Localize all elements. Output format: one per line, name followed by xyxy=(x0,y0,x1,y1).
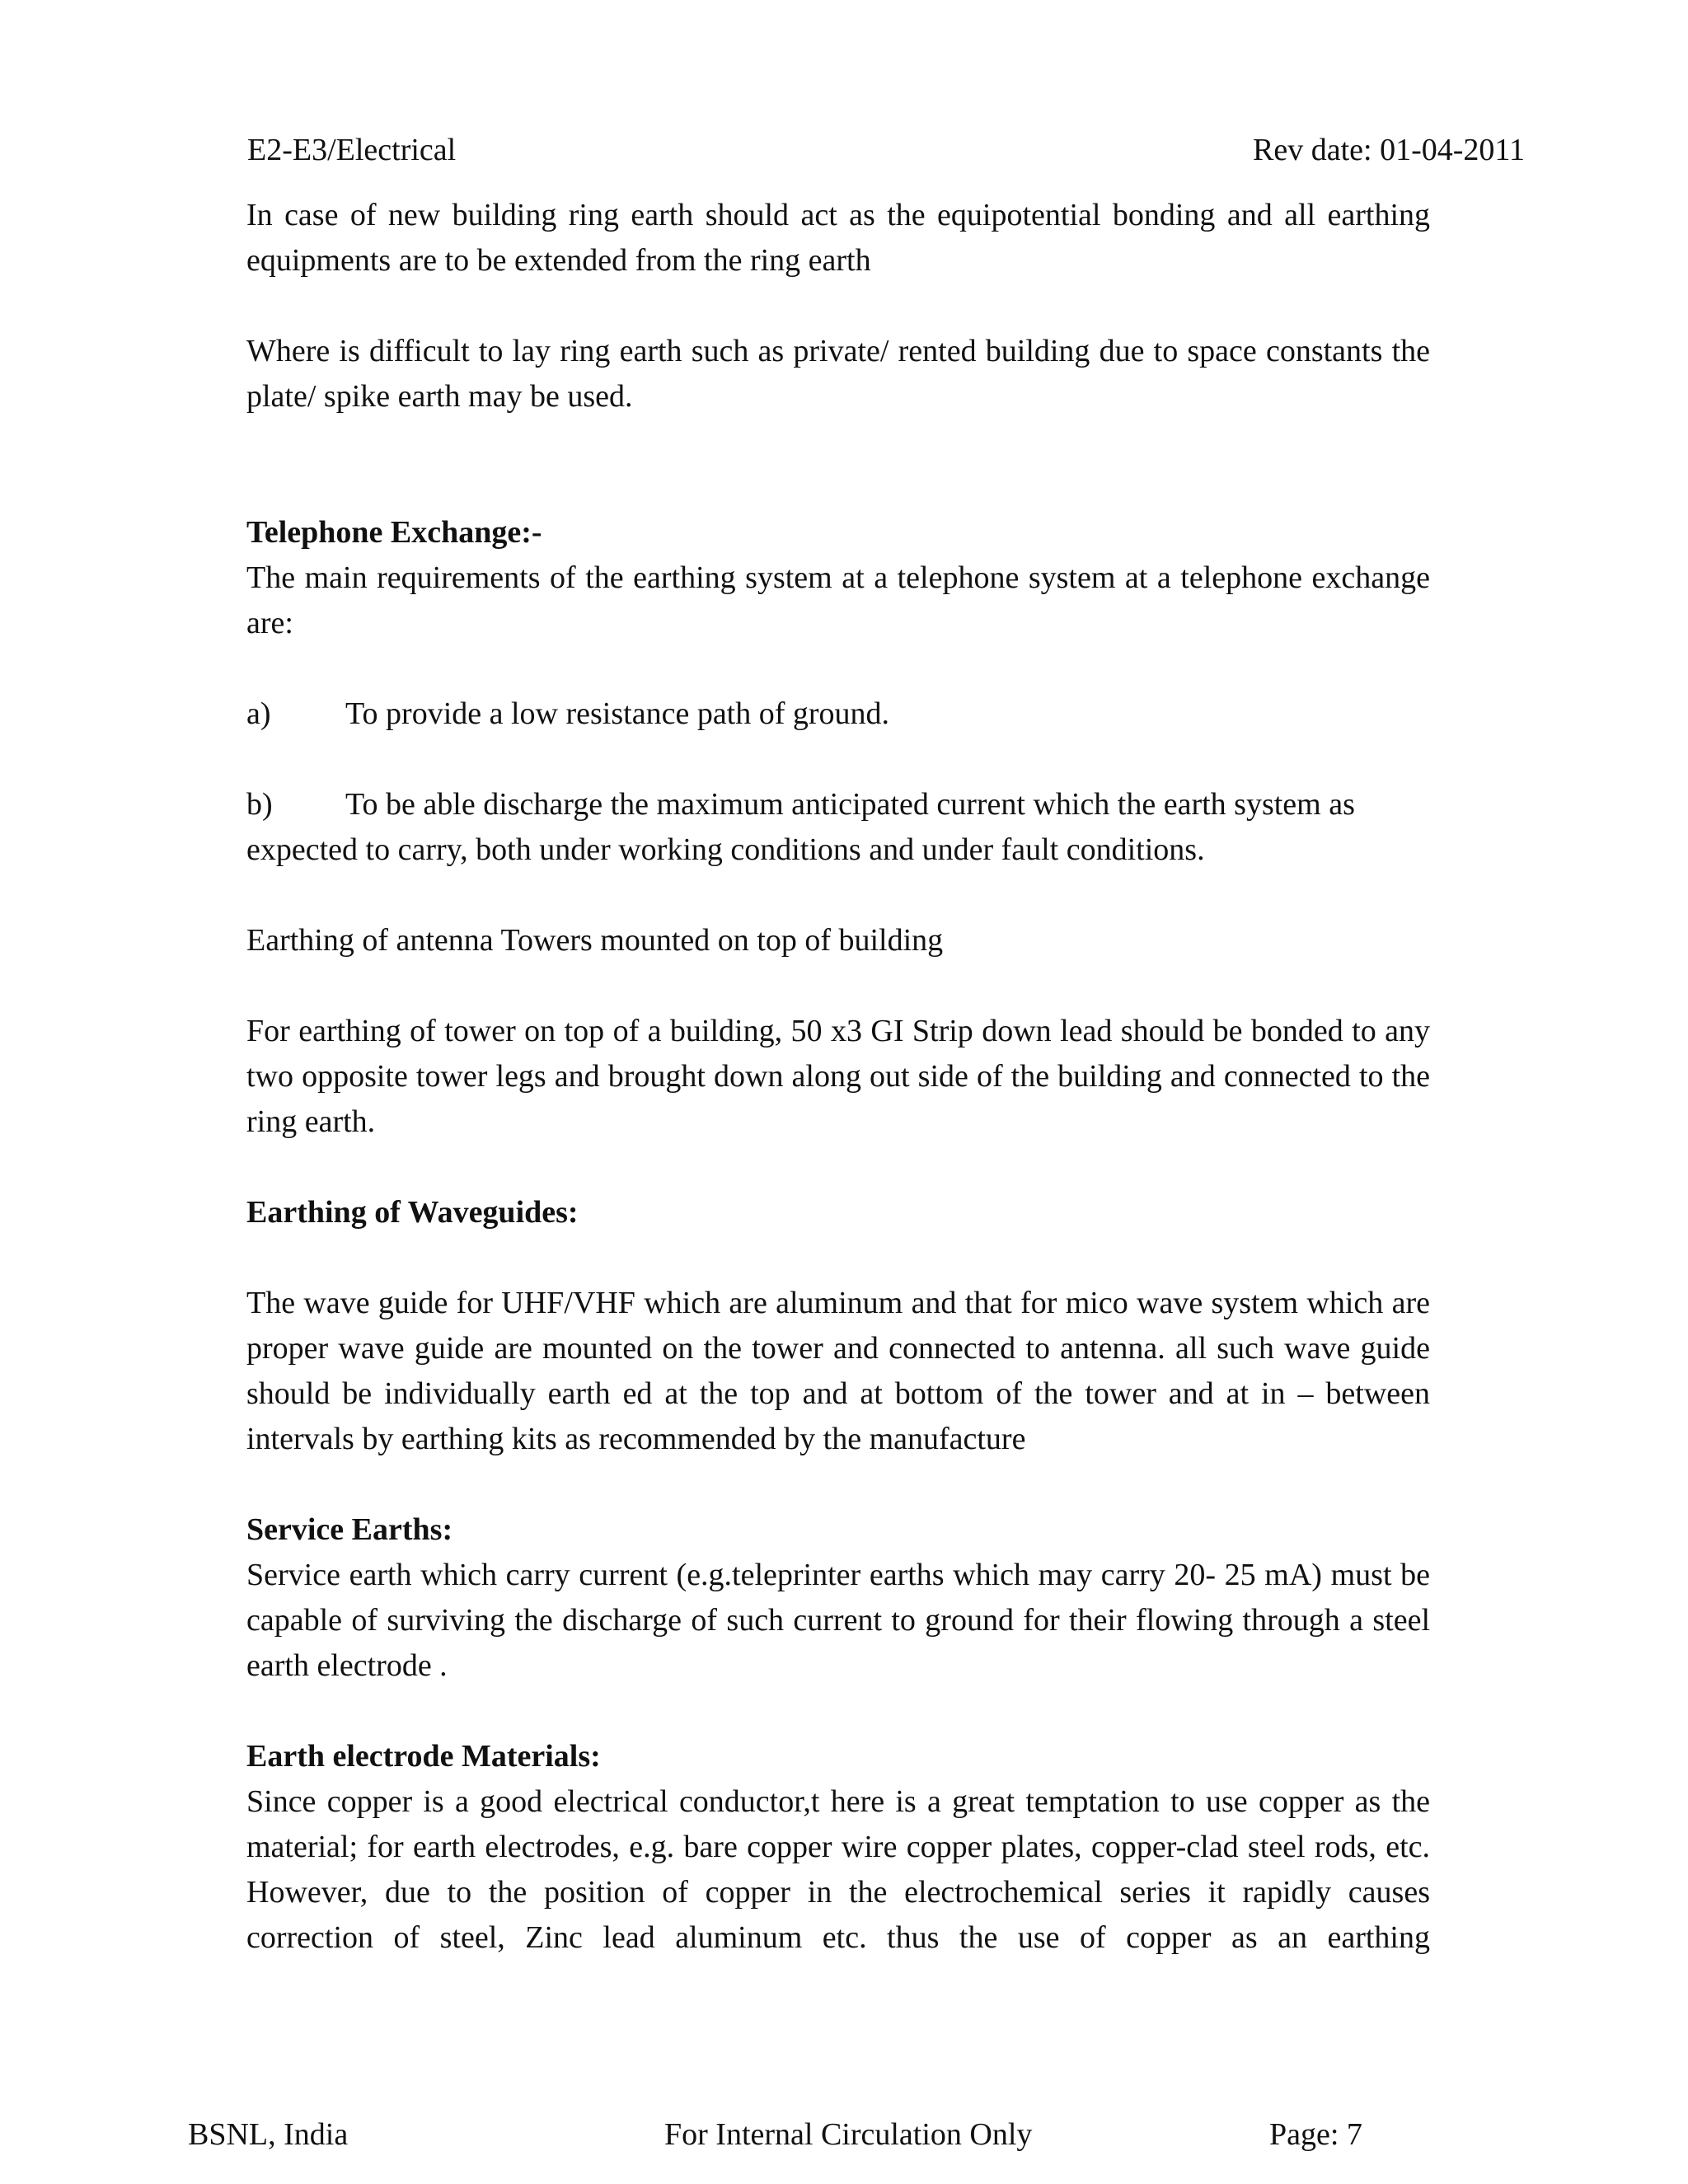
paragraph-plate-spike-earth: Where is difficult to lay ring earth such as private/ rented building due to space constants the plate/ spike earth may be used. xyxy=(246,334,1430,414)
footer-organization: BSNL, India xyxy=(188,2117,349,2152)
heading-waveguides: Earthing of Waveguides: xyxy=(246,1195,579,1230)
paragraph-antenna-earthing: For earthing of tower on top of a building, 50 x3 GI Strip down lead should be bonded to any two opposite tower legs and brought down along out side of the building and connected to the ring earth. xyxy=(246,1014,1430,1139)
paragraph-service-earths: Service earth which carry current (e.g.teleprinter earths which may carry 20- 25 mA) must be capable of surviving the discharge of such current to ground for their flowing through a steel earth electrode . xyxy=(246,1558,1430,1683)
paragraph-ring-earth: In case of new building ring earth should act as the equipotential bonding and all earthing equipments are to be extended from the ring earth xyxy=(246,198,1430,278)
list-marker-b: b) xyxy=(246,787,273,822)
list-marker-a: a) xyxy=(246,696,271,731)
paragraph-electrode-materials: Since copper is a good electrical conductor,t here is a great temptation to use copper as the material; for earth electrodes, e.g. bare copper wire copper plates, copper-clad steel rods, etc. However, due to the position of copper in the electrochemical series it rapidly causes correction of steel, Zinc lead aluminum etc. thus the use of copper as an earthing xyxy=(246,1784,1430,1955)
footer-page-number: Page: 7 xyxy=(1269,2117,1362,2152)
heading-service-earths: Service Earths: xyxy=(246,1512,453,1547)
paragraph-waveguides: The wave guide for UHF/VHF which are aluminum and that for mico wave system which are proper wave guide are mounted on the tower and connected to antenna. all such wave guide should be individually earth ed at the top and at bottom of the tower and at in – between intervals by earthing kits as recommended by the manufacture xyxy=(246,1286,1430,1456)
list-text-b: To be able discharge the maximum anticipated current which the earth system as expected to carry, both under working conditions and under fault conditions. xyxy=(246,787,1355,867)
header-revision-date: Rev date: 01-04-2011 xyxy=(1253,133,1525,167)
heading-telephone-exchange: Telephone Exchange:- xyxy=(246,515,542,550)
page-footer xyxy=(188,2116,1375,2158)
list-item-a xyxy=(246,691,1430,737)
spacer xyxy=(246,465,1430,510)
header-document-code: E2-E3/Electrical xyxy=(247,133,457,167)
paragraph-telephone-requirements: The main requirements of the earthing system at a telephone system at a telephone exchange are: xyxy=(246,560,1430,640)
list-item-b xyxy=(246,782,1430,873)
paragraph-antenna-title: Earthing of antenna Towers mounted on top of building xyxy=(246,923,944,958)
heading-electrode-materials: Earth electrode Materials: xyxy=(246,1739,601,1774)
page-header xyxy=(247,132,1525,173)
list-text-a: To provide a low resistance path of ground. xyxy=(345,696,890,731)
footer-circulation-notice: For Internal Circulation Only xyxy=(664,2117,1033,2152)
document-body xyxy=(246,193,1430,2006)
